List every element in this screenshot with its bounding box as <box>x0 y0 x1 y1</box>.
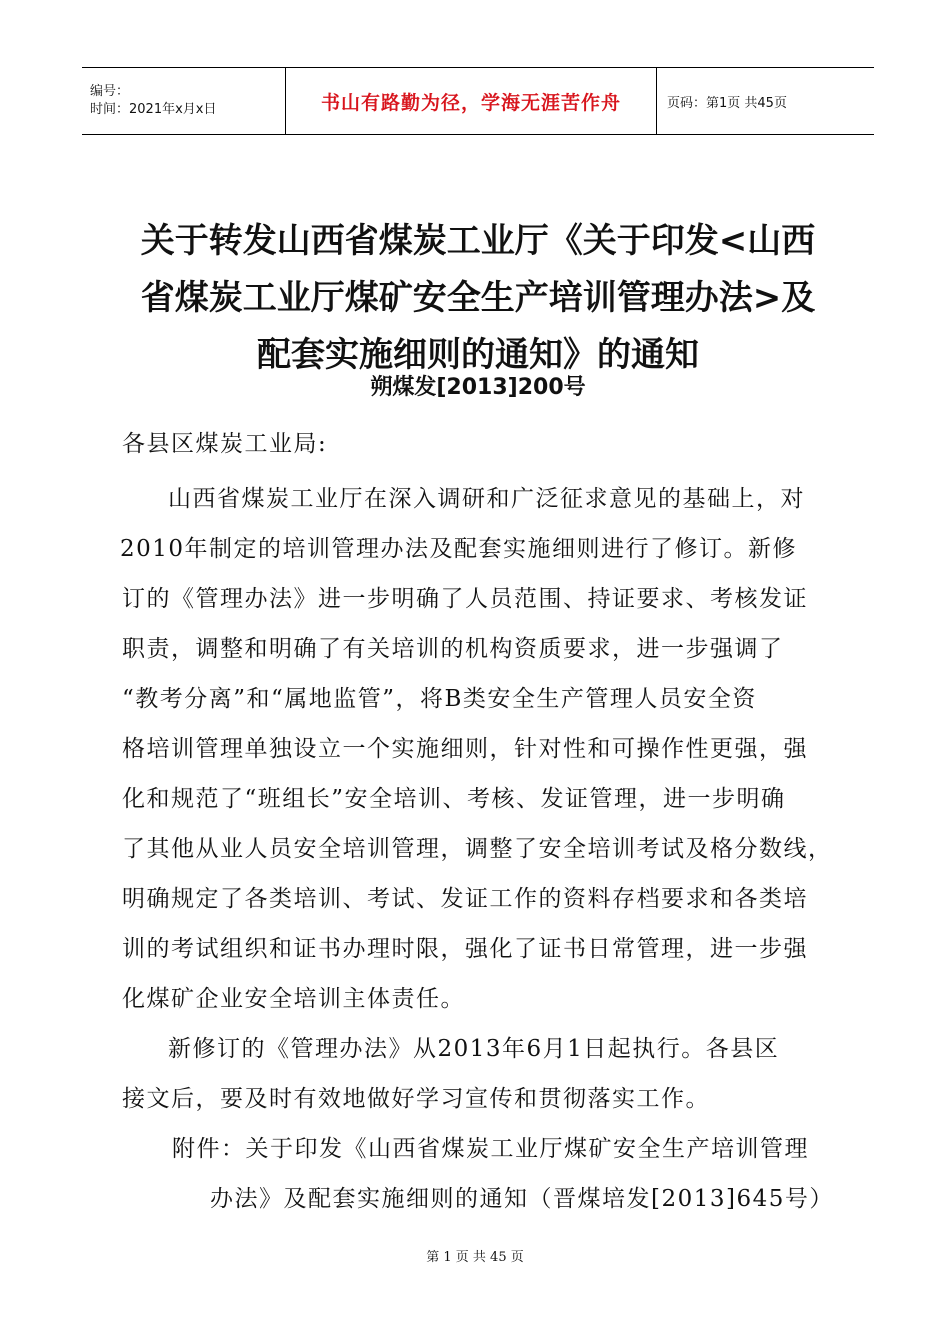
attachment-line: 附件：关于印发《山西省煤炭工业厅煤矿安全生产培训管理 <box>172 1136 809 1162</box>
number-label: 编号： <box>90 84 130 99</box>
document-header <box>82 67 874 135</box>
paragraph1-line: 化煤矿企业安全培训主体责任。 <box>122 986 465 1012</box>
title-line-2: 省煤炭工业厅煤矿安全生产培训管理办法>及 <box>140 278 816 318</box>
document-number: 朔煤发[2013]200号 <box>370 375 586 400</box>
paragraph1-line: 2010年制定的培训管理办法及配套实施细则进行了修订。新修 <box>120 536 798 562</box>
document-title <box>82 213 874 384</box>
header-motto: 书山有路勤为径，学海无涯苦作舟 <box>285 68 657 134</box>
title-line-1: 关于转发山西省煤炭工业厅《关于印发<山西 <box>140 221 816 261</box>
page-footer: 第 1 页 共 45 页 <box>426 1250 524 1265</box>
paragraph1-line: 训的考试组织和证书办理时限，强化了证书日常管理，进一步强 <box>122 936 808 962</box>
paragraph1-line: “教考分离”和“属地监管”，将B类安全生产管理人员安全资 <box>122 686 757 712</box>
attachment-line: 办法》及配套实施细则的通知（晋煤培发[2013]645号） <box>210 1186 834 1212</box>
paragraph2-line: 接文后，要及时有效地做好学习宣传和贯彻落实工作。 <box>122 1086 710 1112</box>
paragraph1-line: 了其他从业人员安全培训管理，调整了安全培训考试及格分数线， <box>122 836 833 862</box>
paragraph1-line: 职责，调整和明确了有关培训的机构资质要求，进一步强调了 <box>122 636 784 662</box>
title-line-3: 配套实施细则的通知》的通知 <box>257 335 699 375</box>
paragraph1-line: 订的《管理办法》进一步明确了人员范围、持证要求、考核发证 <box>122 586 808 612</box>
paragraph1-line: 明确规定了各类培训、考试、发证工作的资料存档要求和各类培 <box>122 886 808 912</box>
time-label: 时间：2021年x月x日 <box>90 102 217 117</box>
header-page-info: 页码：第1页 共45页 <box>667 95 787 111</box>
paragraph1-line: 山西省煤炭工业厅在深入调研和广泛征求意见的基础上，对 <box>168 486 805 512</box>
paragraph1-line: 化和规范了“班组长”安全培训、考核、发证管理，进一步明确 <box>122 786 786 812</box>
paragraph1-line: 格培训管理单独设立一个实施细则，针对性和可操作性更强，强 <box>122 736 808 762</box>
header-meta <box>82 68 285 134</box>
salutation: 各县区煤炭工业局: <box>122 431 328 457</box>
paragraph2-line: 新修订的《管理办法》从2013年6月1日起执行。各县区 <box>168 1036 780 1062</box>
